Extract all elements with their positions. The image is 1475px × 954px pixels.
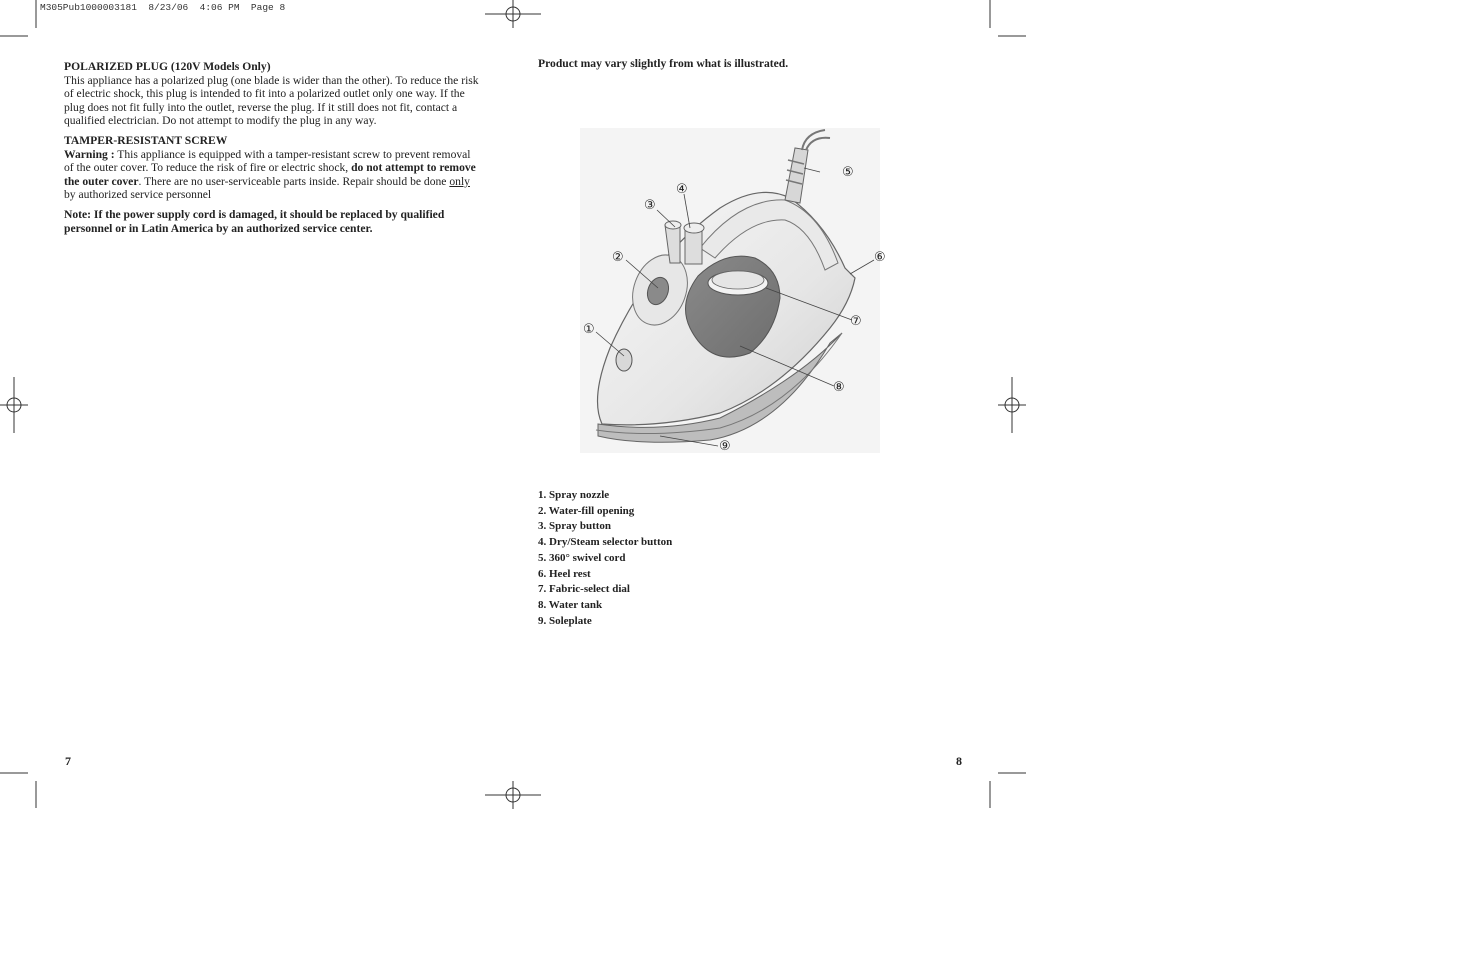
part-item: 6. Heel rest (538, 567, 591, 580)
callout-8: ⑧ (833, 380, 845, 395)
parts-list (538, 488, 672, 629)
part-item: 8. Water tank (538, 598, 603, 611)
warning-bold: do not attempt to remove the outer cover (64, 161, 476, 188)
callout-4: ④ (676, 182, 688, 197)
part-item: 5. 360° swivel cord (538, 551, 626, 564)
print-slug: M305Pub1000003181 8/23/06 4:06 PM Page 8 (40, 2, 286, 13)
callout-7: ⑦ (850, 314, 862, 329)
warning-only: only (449, 174, 470, 188)
part-item: 4. Dry/Steam selector button (538, 536, 673, 549)
illustration-disclaimer: Product may vary slightly from what is illustrated. (538, 57, 789, 70)
plug-text: This appliance has a polarized plug (one blade is wider than the other). To reduce the risk of electric shock, this plug is intended to fit into a polarized outlet only one way. If the plug does not fit fully into the outlet, reverse the plug. If it still does not fit, contact a qualified electrician. Do not attempt to modify the plug in any way. (64, 74, 479, 127)
part-item: 7. Fabric-select dial (538, 583, 630, 596)
plug-title: POLARIZED PLUG (120V Models Only) (64, 60, 271, 73)
part-item: 1. Spray nozzle (538, 489, 610, 501)
note-text: Note: If the power supply cord is damaged, it should be replaced by qualified personnel or in Latin America by an authorized service center. (64, 208, 445, 235)
page-number-left: 7 (65, 754, 71, 768)
part-item: 2. Water-fill opening (538, 504, 635, 517)
left-column (64, 60, 482, 242)
screw-title: TAMPER-RESISTANT SCREW (64, 134, 228, 148)
callout-2: ② (612, 250, 624, 265)
note (64, 208, 482, 235)
callout-9: ⑨ (719, 439, 731, 454)
callout-6: ⑥ (874, 250, 886, 265)
warning-text-3: by authorized service personnel (64, 188, 212, 202)
part-item: 9. Soleplate (538, 614, 592, 627)
warning-text: This appliance is equipped with a tamper-resistant screw to prevent removal of the outer cover. To reduce the risk of fire or electric shock, (64, 148, 471, 175)
page-number-right: 8 (956, 754, 962, 768)
callout-1: ① (583, 322, 595, 337)
callout-3: ③ (644, 198, 656, 213)
warning-label: Warning : (64, 148, 115, 162)
part-item: 3. Spray button (538, 520, 612, 533)
warning-text-2: . There are no user-serviceable parts inside. Repair should be done (138, 174, 450, 188)
warning-paragraph (64, 148, 482, 201)
callout-5: ⑤ (842, 165, 854, 180)
